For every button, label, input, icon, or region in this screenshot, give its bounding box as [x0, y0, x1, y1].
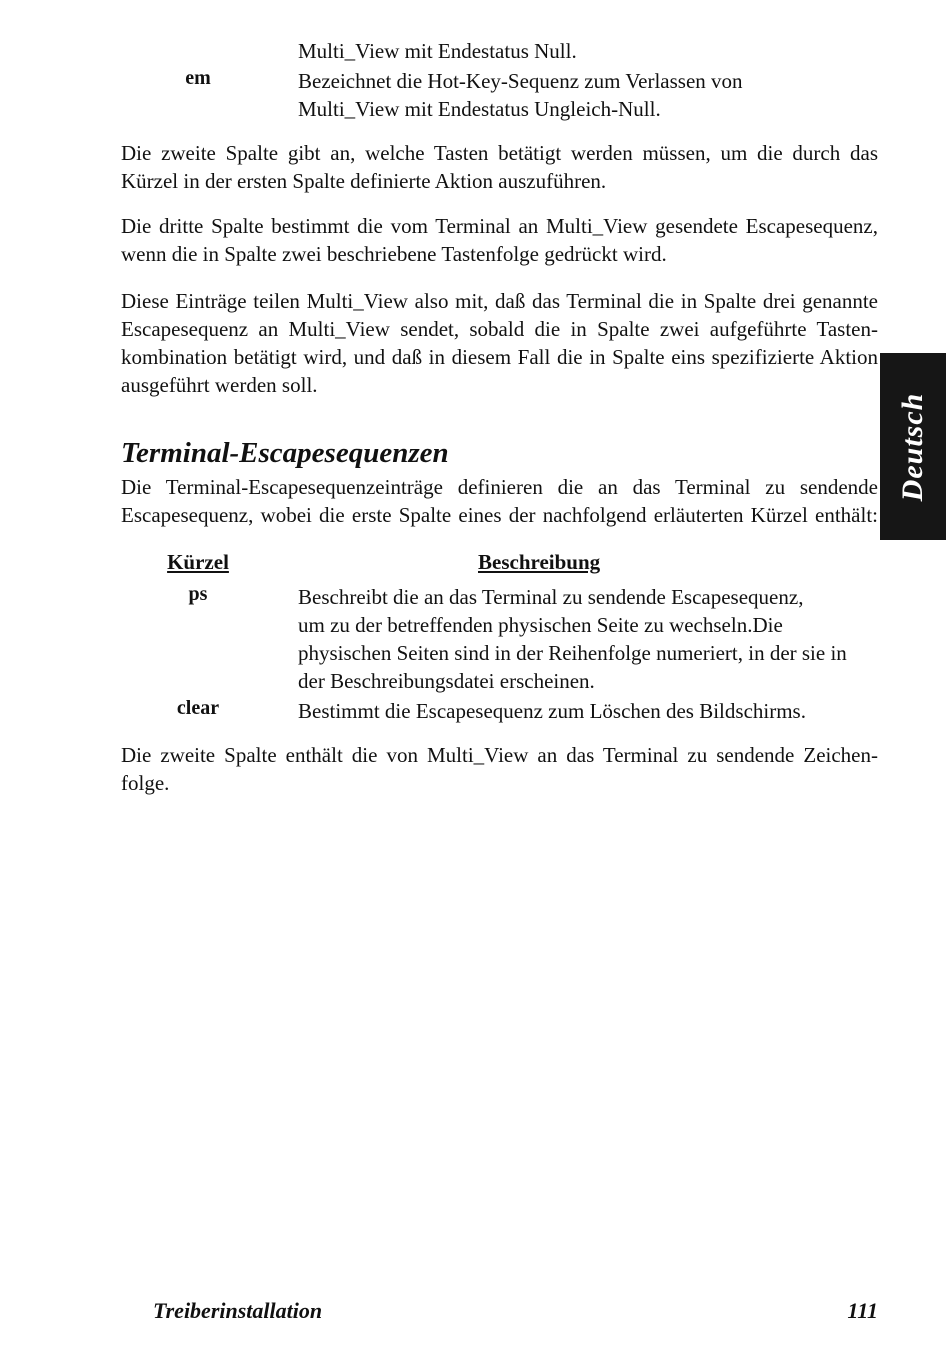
section-heading: Terminal-Escapesequenzen: [121, 437, 449, 469]
term-ps: ps: [188, 583, 208, 605]
desc-line: um zu der betreffenden physischen Seite zu wechseln.Die: [298, 613, 783, 637]
desc-line: Beschreibt die an das Terminal zu sendende Escapesequenz,: [298, 585, 804, 609]
term-clear: clear: [176, 697, 220, 719]
paragraph-line: kombination betätigt wird, und daß in diesem Fall die in Spalte eins spezifizierte Aktion: [121, 345, 878, 369]
desc-clear: Bestimmt die Escapesequenz zum Löschen des Bildschirms.: [298, 699, 806, 723]
paragraph-2: [121, 212, 878, 268]
desc-line: physischen Seiten sind in der Reihenfolge numeriert, in der sie in: [298, 641, 847, 665]
paragraph-line: Kürzel in der ersten Spalte definierte Aktion auszuführen.: [121, 169, 607, 193]
language-side-tab-label: Deutsch: [896, 392, 929, 501]
desc-em-line-2: Multi_View mit Endestatus Ungleich-Null.: [298, 97, 661, 121]
section-intro: [121, 473, 878, 529]
desc-em-line-1: Bezeichnet die Hot-Key-Sequenz zum Verlassen von: [298, 69, 743, 93]
closing-paragraph: [121, 741, 878, 797]
paragraph-line: Diese Einträge teilen Multi_View also mit, daß das Terminal die in Spalte drei genannte: [121, 289, 878, 313]
desc-ps: [298, 583, 876, 695]
paragraph-line: wenn die in Spalte zwei beschriebene Tastenfolge gedrückt wird.: [121, 242, 667, 266]
paragraph-line: Escapesequenz an Multi_View sendet, sobald die in Spalte zwei aufgeführte Tasten-: [121, 317, 878, 341]
footer-chapter-title: Treiberinstallation: [153, 1298, 323, 1323]
column-header-beschreibung: Beschreibung: [478, 550, 601, 574]
paragraph-line: Die zweite Spalte gibt an, welche Tasten betätigt werden müssen, um die durch das: [121, 141, 878, 165]
paragraph-3: [121, 287, 878, 399]
paragraph-line: Die Terminal-Escapesequenzeinträge definieren die an das Terminal zu sendende: [121, 475, 878, 499]
paragraph-1: [121, 139, 878, 195]
column-header-kuerzel: Kürzel: [167, 550, 229, 574]
paragraph-line: Escapesequenz, wobei die erste Spalte eines der nachfolgend erläuterten Kürzel enthält:: [121, 503, 878, 527]
paragraph-line: ausgeführt werden soll.: [121, 373, 318, 397]
desc-line: der Beschreibungsdatei erscheinen.: [298, 669, 595, 693]
footer-page-number: 111: [847, 1298, 878, 1323]
paragraph-line: Die zweite Spalte enthält die von Multi_View an das Terminal zu sendende Zeichen-: [121, 743, 878, 767]
paragraph-line: folge.: [121, 771, 170, 795]
paragraph-line: Die dritte Spalte bestimmt die vom Terminal an Multi_View gesendete Escapesequenz,: [121, 214, 878, 238]
term-em: em: [185, 67, 211, 89]
language-side-tab: [880, 353, 946, 540]
table-continuation-line: Multi_View mit Endestatus Null.: [298, 39, 577, 63]
